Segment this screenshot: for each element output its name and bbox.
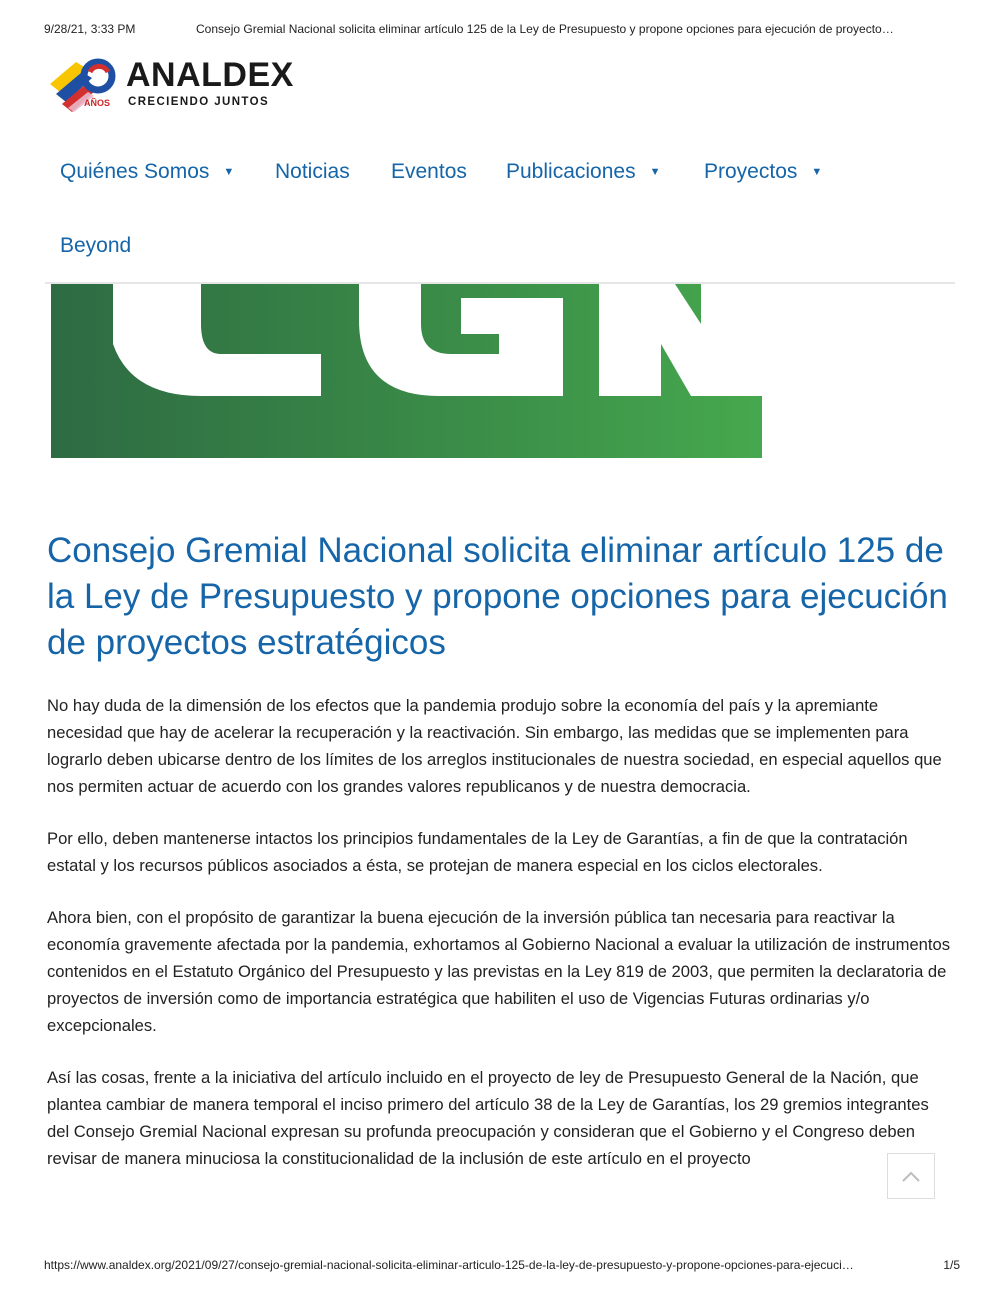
article-paragraph: Por ello, deben mantenerse intactos los principios fundamentales de la Ley de Garantías, a fin de que la contratación estatal y los recursos públicos asociados a ésta, se protejan de manera especial en los ciclos electorales. [47,829,908,875]
print-url: https://www.analdex.org/2021/09/27/consejo-gremial-nacional-solicita-eliminar-articulo-125-de-la-ley-de-presupuesto-y-propone-opciones-para-ejecuci… [44,1258,854,1272]
nav-item-publicaciones[interactable] [506,160,660,184]
article-paragraph: No hay duda de la dimensión de los efectos que la pandemia produjo sobre la economía del país y la apremiante necesidad que hay de acelerar la recuperación y la reactivación. Sin embargo, las medidas que se implementen para lograrlo deben ubicarse dentro de los límites de los arreglos institucionales de nuestra sociedad, en especial aquellos que nos permiten actuar de acuerdo con los grandes valores republicanos y de nuestra democracia. [47,696,942,796]
print-footer [44,1258,960,1274]
caret-down-icon: ▼ [811,166,823,178]
print-datetime: 9/28/21, 3:33 PM [44,22,136,36]
back-to-top-button[interactable] [887,1153,935,1199]
logo-tagline: CRECIENDO JUNTOS [128,96,270,108]
article-title: Consejo Gremial Nacional solicita eliminar artículo 125 de la Ley de Presupuesto y propone opciones para ejecución de proyectos estratégicos [47,531,948,662]
nav-label: Beyond [60,234,132,257]
analdex-logo[interactable] [46,54,306,120]
nav-label: Noticias [275,160,350,183]
nav-label: Publicaciones [506,160,636,183]
logo-anos: AÑOS [84,98,111,108]
nav-label: Proyectos [704,160,798,183]
caret-down-icon: ▼ [223,166,235,178]
nav-item-quienes-somos[interactable] [60,160,234,184]
nav-label: Eventos [391,160,467,183]
article-paragraph: Así las cosas, frente a la iniciativa del artículo incluido en el proyecto de ley de Presupuesto General de la Nación, que plantea cambiar de manera temporal el inciso primero del artículo 38 de la Ley de Garantías, los 29 gremios integrantes del Consejo Gremial Nacional expresan su profunda preocupación y consideran que el Gobierno y el Congreso deben revisar de manera minuciosa la constitucionalidad de la inclusión de este artículo en el proyecto [47,1068,929,1168]
nav-label: Quiénes Somos [60,160,210,183]
nav-item-proyectos[interactable] [704,160,822,184]
nav-item-eventos[interactable] [391,160,467,184]
logo-wordmark: ANALDEX [126,56,294,94]
print-page-title: Consejo Gremial Nacional solicita eliminar artículo 125 de la Ley de Presupuesto y propone opciones para ejecución de proyecto… [196,22,894,36]
caret-down-icon: ▼ [649,166,661,178]
cgn-logo-image [51,284,762,458]
main-nav [60,150,960,280]
print-header [44,22,956,38]
article-body [47,692,952,1197]
hero-image [51,284,762,458]
nav-item-beyond[interactable] [60,234,131,258]
nav-item-noticias[interactable] [275,160,350,184]
chevron-up-icon [888,1154,934,1198]
article-paragraph: Ahora bien, con el propósito de garantizar la buena ejecución de la inversión pública tan necesaria para reactivar la economía gravemente afectada por la pandemia, exhortamos al Gobierno Nacional a evaluar la utilización de instrumentos contenidos en el Estatuto Orgánico del Presupuesto y las previstas en la Ley 819 de 2003, que permiten la declaratoria de proyectos de inversión como de importancia estratégica que habiliten el uso de Vigencias Futuras ordinarias y/o excepcionales. [47,908,951,1035]
print-page-number: 1/5 [943,1258,960,1272]
